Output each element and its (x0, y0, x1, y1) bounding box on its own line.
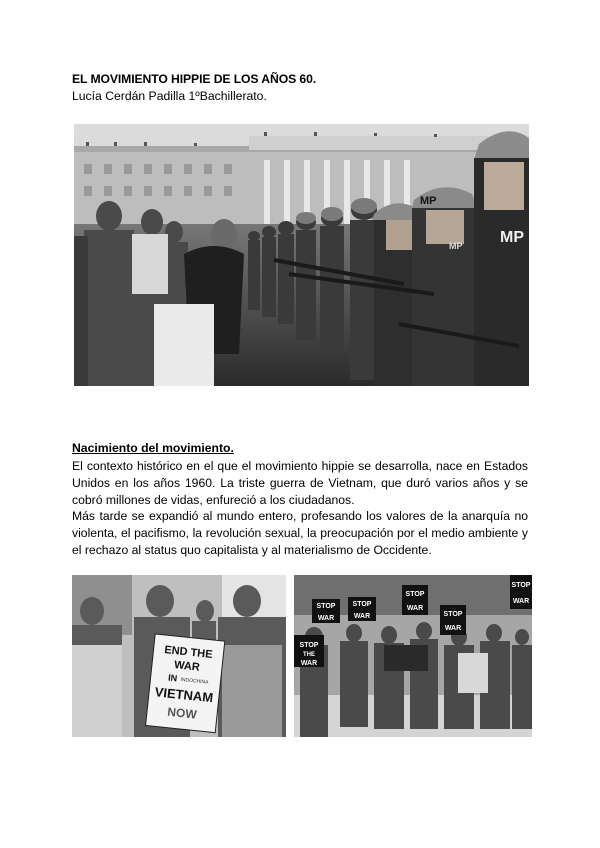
protest-line-photo (74, 124, 529, 386)
svg-text:STOP: STOP (352, 601, 372, 608)
svg-text:WAR: WAR (300, 660, 318, 667)
svg-text:WAR: WAR (353, 613, 371, 620)
svg-text:MP: MP (449, 241, 463, 251)
paragraph: El contexto histórico en el que el movimiento hippie se desarrolla, nace en Estados Unidos en los años 1960. La triste guerra de Vietnam, que duró varios años y se cobró millones de vidas, enfureció a los ciudadanos. (72, 459, 528, 507)
svg-text:VIETNAM: VIETNAM (154, 684, 214, 706)
svg-text:STOP: STOP (299, 642, 319, 649)
svg-text:WAR: WAR (173, 659, 201, 674)
svg-text:NOW: NOW (166, 704, 198, 722)
svg-text:STOP: STOP (405, 591, 425, 598)
section-heading: Nacimiento del movimiento. (72, 441, 234, 455)
stop-war-photo (294, 575, 532, 737)
svg-text:STOP: STOP (443, 611, 463, 618)
svg-text:WAR: WAR (317, 615, 335, 622)
svg-text:IN: IN (167, 672, 178, 684)
document-author: Lucía Cerdán Padilla 1ºBachillerato. (72, 89, 267, 103)
paragraph: Más tarde se expandió al mundo entero, profesando los valores de la anarquía no violenta, el pacifismo, la revolución sexual, la preocupación por el medio ambiente y el rechazo al status quo capitalista y al materialismo de Occidente. (72, 509, 528, 557)
march-photo (72, 575, 286, 737)
svg-text:STOP: STOP (511, 582, 531, 589)
svg-text:INDOCHINA: INDOCHINA (180, 676, 209, 686)
svg-text:WAR: WAR (444, 625, 462, 632)
sign-line-1: END THE (163, 644, 214, 661)
svg-text:MP: MP (500, 229, 524, 246)
svg-text:THE: THE (303, 652, 315, 658)
svg-text:WAR: WAR (406, 605, 424, 612)
stop-sign-text: STOP (316, 603, 336, 610)
helmet-text: MP (420, 195, 437, 207)
document-title: EL MOVIMIENTO HIPPIE DE LOS AÑOS 60. (72, 72, 317, 86)
svg-text:WAR: WAR (512, 598, 530, 605)
